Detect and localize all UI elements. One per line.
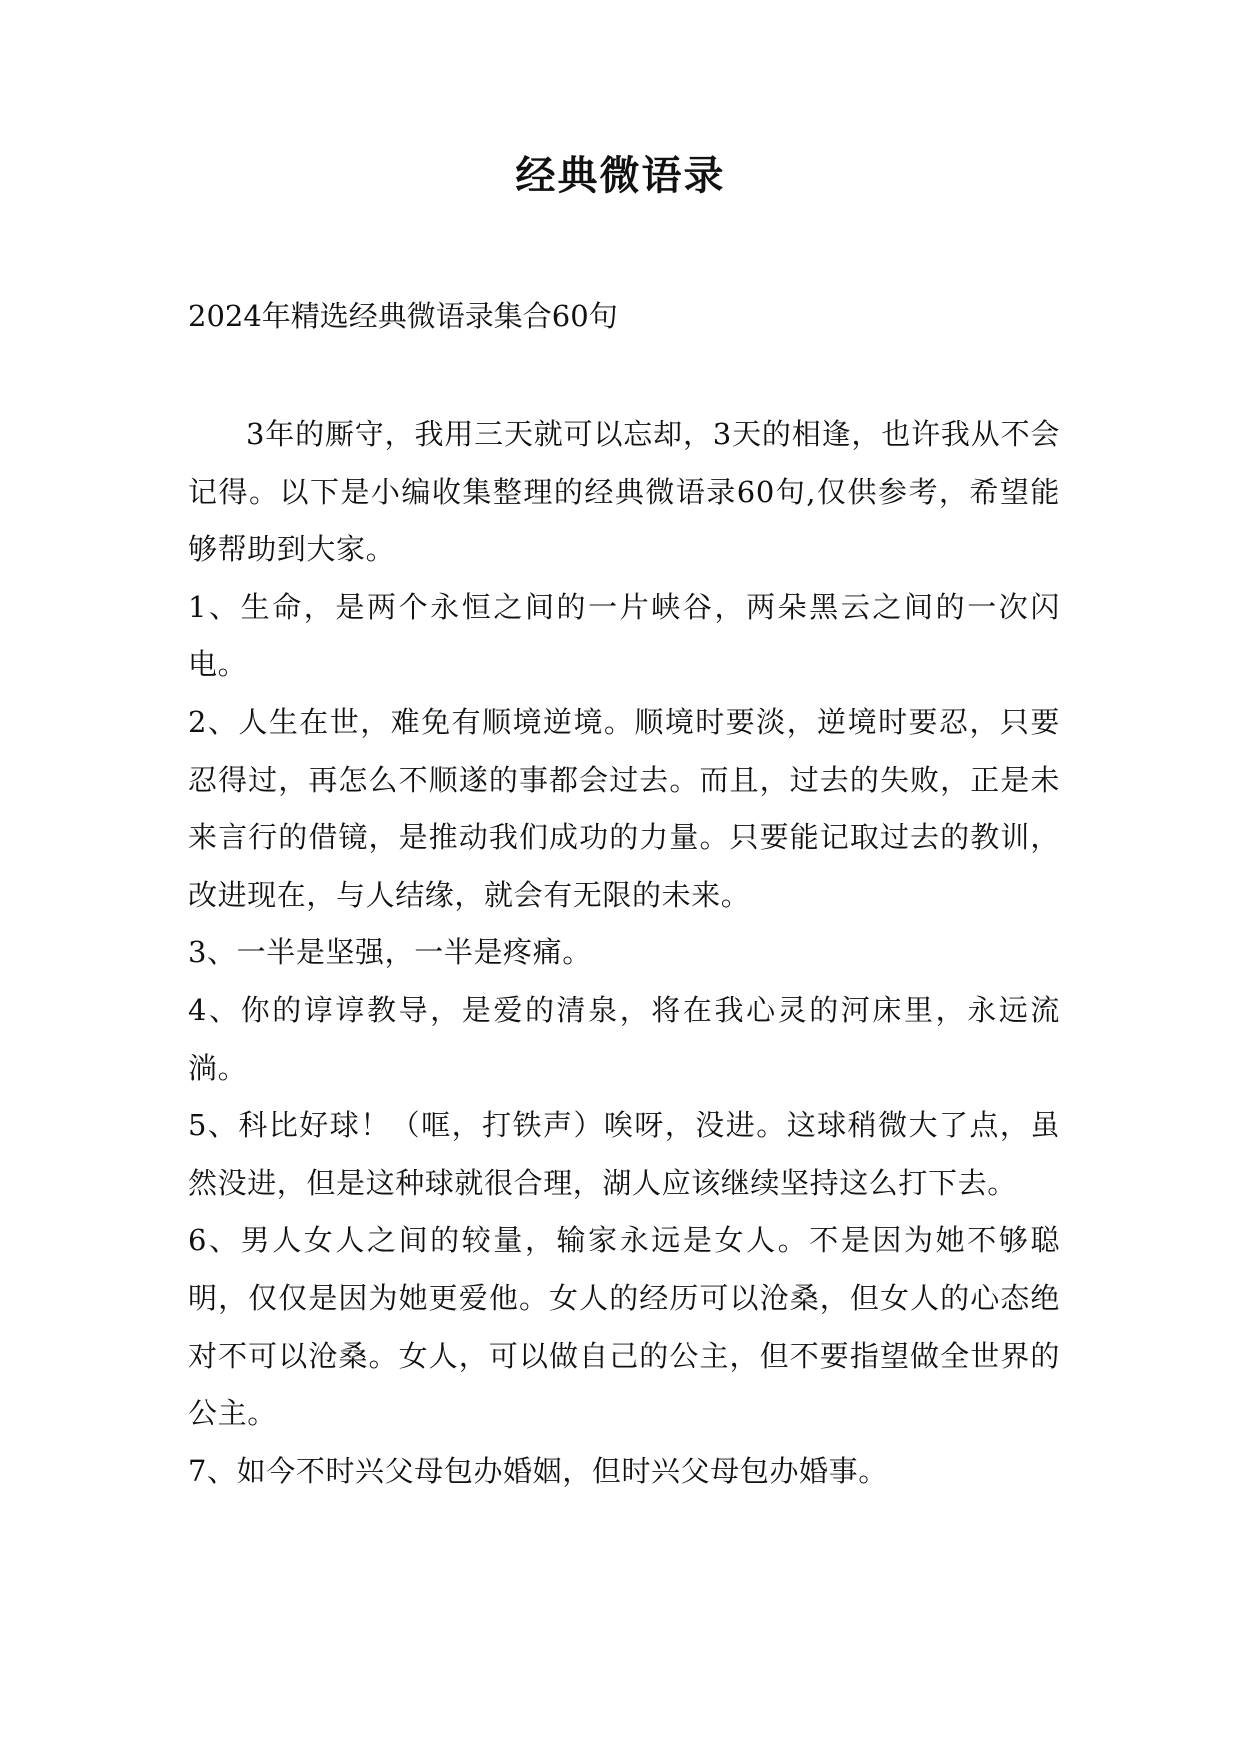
quote-item-2: 2、人生在世，难免有顺境逆境。顺境时要淡，逆境时要忍，只要忍得过，再怎么不顺遂的事都会过去。而且，过去的失败，正是未来言行的借镜，是推动我们成功的力量。只要能记取过去的教训，改进现在，与人结缘，就会有无限的未来。	[188, 704, 1060, 912]
quote-item-7: 7、如今不时兴父母包办婚姻，但时兴父母包办婚事。	[188, 1453, 888, 1488]
quote-item-3: 3、一半是坚强，一半是疼痛。	[188, 935, 592, 970]
quote-item-4: 4、你的谆谆教导，是爱的清泉，将在我心灵的河床里，永远流淌。	[188, 992, 1060, 1085]
quote-item-6: 6、男人女人之间的较量，输家永远是女人。不是因为她不够聪明，仅仅是因为她更爱他。女人的经历可以沧桑，但女人的心态绝对不可以沧桑。女人，可以做自己的公主，但不要指望做全世界的公主。	[188, 1223, 1060, 1431]
quote-item-5: 5、科比好球！（哐，打铁声）唉呀，没进。这球稍微大了点，虽然没进，但是这种球就很合理，湖人应该继续坚持这么打下去。	[188, 1108, 1060, 1200]
document-subtitle: 2024年精选经典微语录集合60句	[188, 299, 618, 333]
intro-paragraph: 3年的厮守，我用三天就可以忘却，3天的相逢，也许我从不会记得。以下是小编收集整理的经典微语录60句,仅供参考，希望能够帮助到大家。	[188, 417, 1060, 567]
quote-item-1: 1、生命，是两个永恒之间的一片峡谷，两朵黑云之间的一次闪电。	[188, 589, 1060, 682]
document-title: 经典微语录	[515, 152, 726, 199]
document-body	[188, 406, 1060, 1500]
